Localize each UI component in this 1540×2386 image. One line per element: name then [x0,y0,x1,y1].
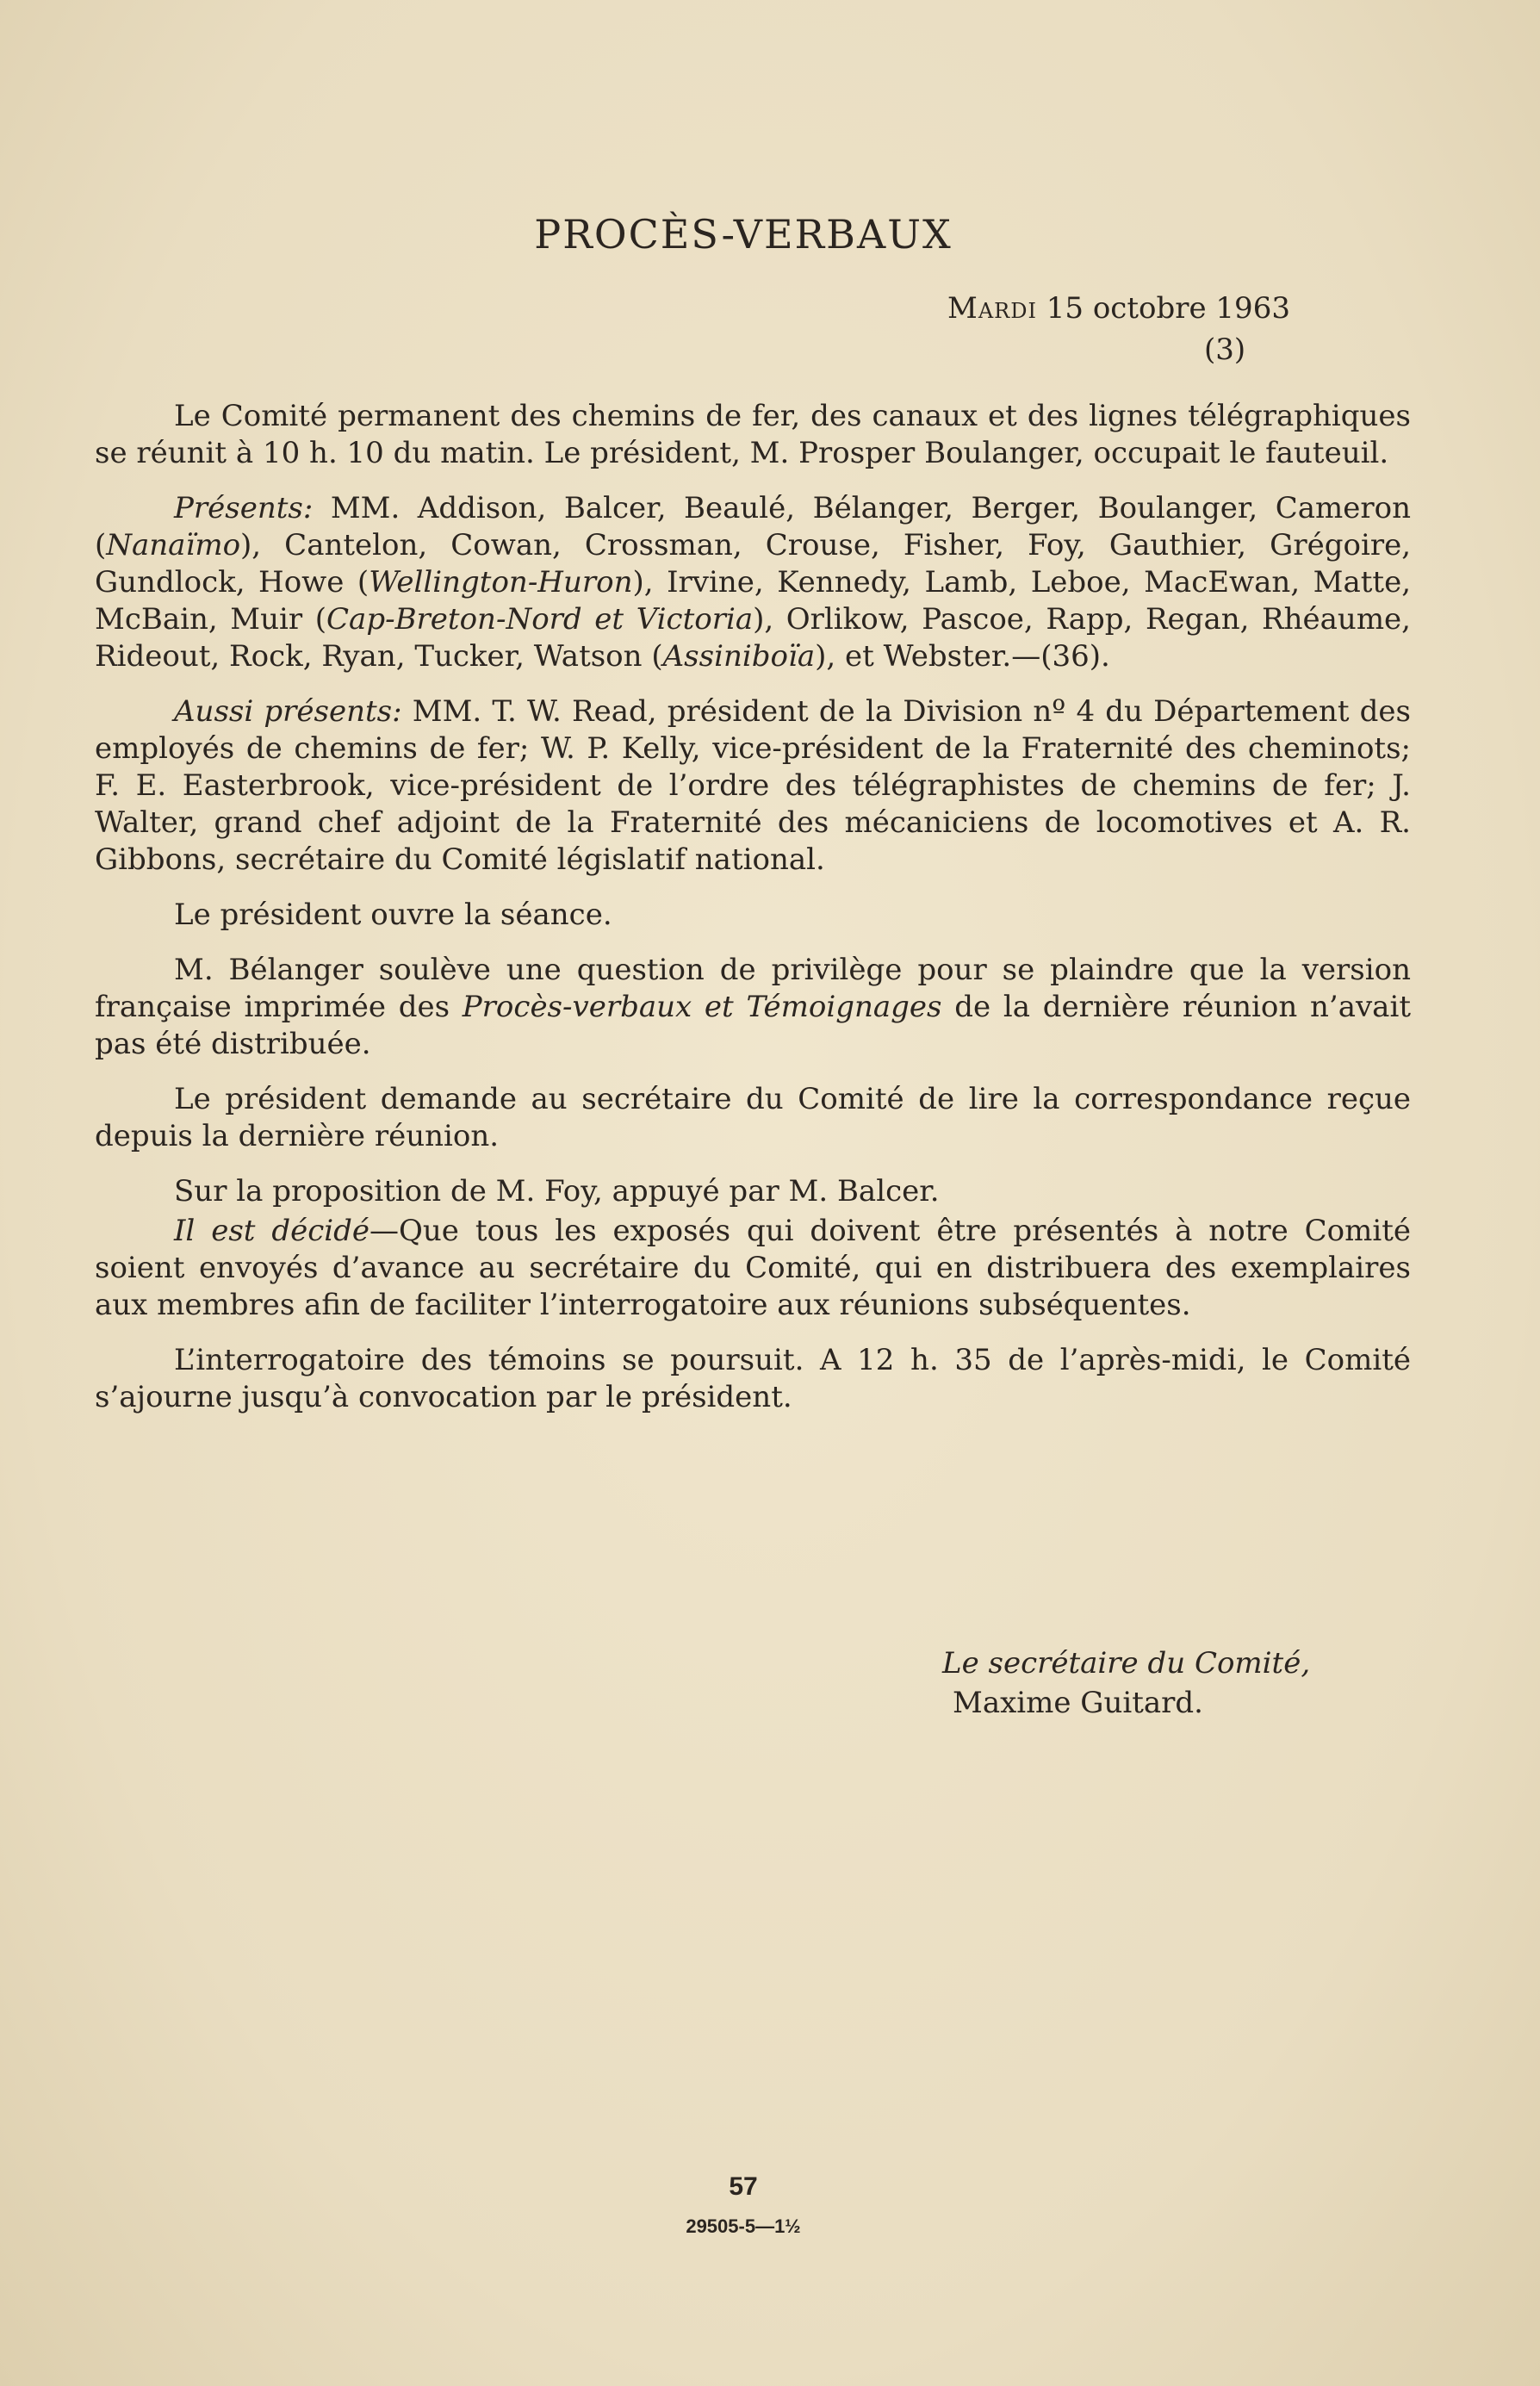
riding-nanaimo: Nanaïmo [106,528,241,562]
paragraph-present [95,490,1411,675]
also-present-text: MM. T. W. Read, président de la Division nº 4 du Département des employés de chemins de fer; W. P. Kelly, vice-président de la Fraternité des cheminots; F. E. Easterbrook, vice-président de l’ordre des télégraphistes de chemins de fer; J. Walter, grand chef adjoint de la Fraternité des mécaniciens de locomotives et A. R. Gibbons, secrétaire du Comité législatif national. [95,694,1411,877]
resolution-label: Il est décidé [174,1214,370,1248]
paragraph-privilege [95,952,1411,1063]
page-number: 57 [729,2172,758,2201]
page-title: PROCÈS-VERBAUX [534,211,953,258]
resolution-text: —Que tous les exposés qui doivent être présentés à notre Comité soient envoyés d’avance au secrétaire du Comité, qui en distribuera des exemplaires aux membres afin de faciliter l’interrogatoire aux réunions subséquentes. [95,1214,1411,1322]
signature-role: Le secrétaire du Comité, [942,1646,1311,1681]
signature-name: Maxime Guitard. [953,1686,1203,1720]
present-text: MM. Addison, Balcer, Beaulé, Bélanger, Berger, Boulanger, Cameron ( [95,491,1411,562]
privilege-text: M. Bélanger soulève une question de privilège pour se plaindre que la version française imprimée des [95,953,1411,1024]
present-text: ), Cantelon, Cowan, Crossman, Crouse, Fisher, Foy, Gauthier, Grégoire, Gundlock, Howe ( [95,528,1411,600]
date-rest: 15 octobre 1963 [1046,291,1290,326]
present-text: ), et Webster.—(36). [815,639,1110,674]
paragraph-session-open: Le président ouvre la séance. [174,898,612,932]
meeting-number: (3) [1204,332,1246,367]
riding-wellington-huron: Wellington-Huron [369,565,633,600]
paragraph-opening: Le Comité permanent des chemins de fer, des canaux et des lignes télégraphiques se réunit à 10 h. 10 du matin. Le président, M. Prosper Boulanger, occupait le fauteuil. [95,399,1411,470]
minutes-body [95,398,1411,1434]
date-day: Mardi [947,291,1037,326]
signature-block [942,1643,1310,1723]
present-label: Présents: [174,491,314,525]
paragraph-adjournment: L’interrogatoire des témoins se poursuit. A 12 h. 35 de l’après-midi, le Comité s’ajourne jusqu’à convocation par le président. [95,1343,1411,1414]
also-present-label: Aussi présents: [174,694,402,729]
present-text: ), Orlikow, Pascoe, Rapp, Regan, Rhéaume, Rideout, Rock, Ryan, Tucker, Watson ( [95,602,1411,674]
riding-cap-breton: Cap-Breton-Nord et Victoria [326,602,754,637]
paragraph-resolution [95,1213,1411,1324]
present-text: ), Irvine, Kennedy, Lamb, Leboe, MacEwan, Matte, McBain, Muir ( [95,565,1412,637]
print-code: 29505-5—1½ [686,2215,801,2237]
riding-assiniboia: Assiniboïa [662,639,816,674]
publication-title: Procès-verbaux et Témoignages [462,990,942,1024]
paragraph-motion: Sur la proposition de M. Foy, appuyé par M. Balcer. [174,1174,940,1209]
privilege-text: de la dernière réunion n’avait pas été distribuée. [95,990,1411,1061]
paragraph-also-present [95,693,1411,879]
paragraph-correspondence: Le président demande au secrétaire du Comité de lire la correspondance reçue depuis la dernière réunion. [95,1082,1411,1153]
meeting-date [947,291,1290,326]
